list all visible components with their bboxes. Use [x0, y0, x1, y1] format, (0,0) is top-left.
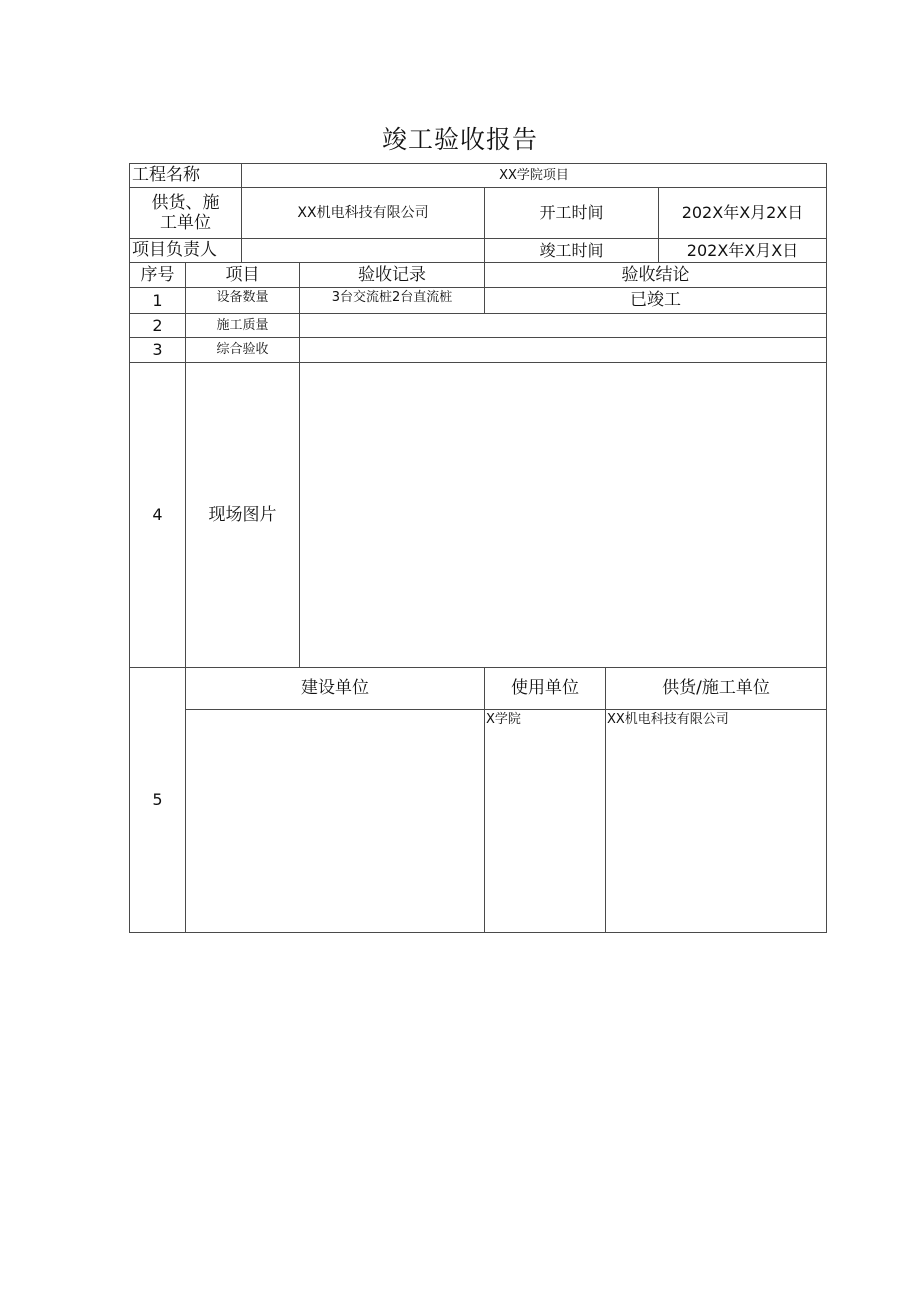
user-unit-signature: X学院 — [484, 709, 606, 933]
row-1-conclusion: 已竣工 — [484, 287, 827, 314]
row-2-record — [299, 313, 827, 338]
row-3-seq: 3 — [129, 337, 186, 363]
header-conclusion: 验收结论 — [484, 262, 827, 288]
row-2-seq: 2 — [129, 313, 186, 338]
supplier-unit-signature: XX机电科技有限公司 — [605, 709, 827, 933]
header-seq: 序号 — [129, 262, 186, 288]
row-2-item: 施工质量 — [185, 313, 300, 338]
row-4-item: 现场图片 — [185, 362, 300, 668]
start-time-value: 202X年X月2X日 — [658, 187, 827, 239]
construction-unit-label: 建设单位 — [185, 667, 485, 710]
start-time-label: 开工时间 — [484, 187, 659, 239]
user-unit-label: 使用单位 — [484, 667, 606, 710]
row-3-record — [299, 337, 827, 363]
finish-time-label: 竣工时间 — [484, 238, 659, 263]
row-4-seq: 4 — [129, 362, 186, 668]
manager-label: 项目负责人 — [129, 238, 242, 263]
supplier-value: XX机电科技有限公司 — [241, 187, 485, 239]
row-1-record: 3台交流桩2台直流桩 — [299, 287, 485, 314]
row-3-item: 综合验收 — [185, 337, 300, 363]
site-photo-area — [299, 362, 827, 668]
supplier-label: 供货、施工单位 — [129, 187, 242, 239]
manager-value — [241, 238, 485, 263]
project-name-label: 工程名称 — [129, 163, 242, 188]
row-5-seq: 5 — [129, 667, 186, 933]
row-1-item: 设备数量 — [185, 287, 300, 314]
supplier-unit-label: 供货/施工单位 — [605, 667, 827, 710]
finish-time-value: 202X年X月X日 — [658, 238, 827, 263]
header-item: 项目 — [185, 262, 300, 288]
project-name-value: XX学院项目 — [241, 163, 827, 188]
header-record: 验收记录 — [299, 262, 485, 288]
page-title: 竣工验收报告 — [381, 125, 538, 154]
row-1-seq: 1 — [129, 287, 186, 314]
construction-unit-signature — [185, 709, 485, 933]
